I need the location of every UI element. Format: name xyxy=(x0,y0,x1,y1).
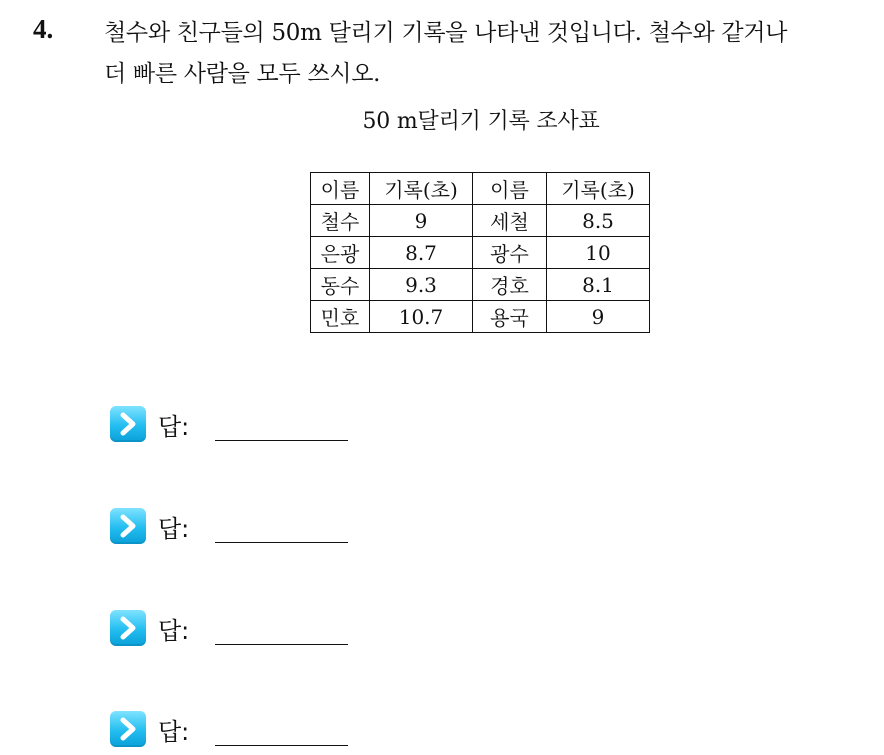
question-number: 4. xyxy=(33,14,54,44)
chevron-right-icon xyxy=(110,406,146,442)
question-text-line-1: 철수와 친구들의 50m 달리기 기록을 나타낸 것입니다. 철수와 같거나 xyxy=(104,20,788,46)
table-row xyxy=(311,301,650,333)
table-row xyxy=(311,237,650,269)
answer-blank[interactable] xyxy=(215,440,348,441)
table-cell: 광수 xyxy=(473,237,547,269)
table-row xyxy=(311,205,650,237)
table-row xyxy=(311,269,650,301)
table-title: 50 m달리기 기록 조사표 xyxy=(362,109,600,134)
table-cell: 10 xyxy=(547,237,650,269)
chevron-right-icon xyxy=(110,508,146,544)
answer-label: 답: xyxy=(158,413,190,441)
table-cell: 동수 xyxy=(311,269,370,301)
table-cell: 민호 xyxy=(311,301,370,333)
answer-label: 답: xyxy=(158,718,190,746)
table-cell: 9 xyxy=(370,205,473,237)
record-table xyxy=(310,172,650,333)
table-cell: 9.3 xyxy=(370,269,473,301)
table-cell: 10.7 xyxy=(370,301,473,333)
table-cell: 9 xyxy=(547,301,650,333)
table-cell: 철수 xyxy=(311,205,370,237)
table-cell: 세철 xyxy=(473,205,547,237)
table-header-row xyxy=(311,173,650,205)
table-cell: 8.5 xyxy=(547,205,650,237)
question-text-line-2: 더 빠른 사람을 모두 쓰시오. xyxy=(104,61,381,87)
table-header-cell: 이름 xyxy=(311,173,370,205)
answer-label: 답: xyxy=(158,515,190,543)
table-header-cell: 기록(초) xyxy=(370,173,473,205)
answer-blank[interactable] xyxy=(215,542,348,543)
chevron-right-icon xyxy=(110,610,146,646)
table-cell: 8.1 xyxy=(547,269,650,301)
answer-blank[interactable] xyxy=(215,644,348,645)
table-cell: 8.7 xyxy=(370,237,473,269)
chevron-right-icon xyxy=(110,711,146,747)
table-header-cell: 이름 xyxy=(473,173,547,205)
table-cell: 경호 xyxy=(473,269,547,301)
answer-label: 답: xyxy=(158,617,190,645)
answer-blank[interactable] xyxy=(215,745,348,746)
table-header-cell: 기록(초) xyxy=(547,173,650,205)
table-cell: 용국 xyxy=(473,301,547,333)
table-cell: 은광 xyxy=(311,237,370,269)
